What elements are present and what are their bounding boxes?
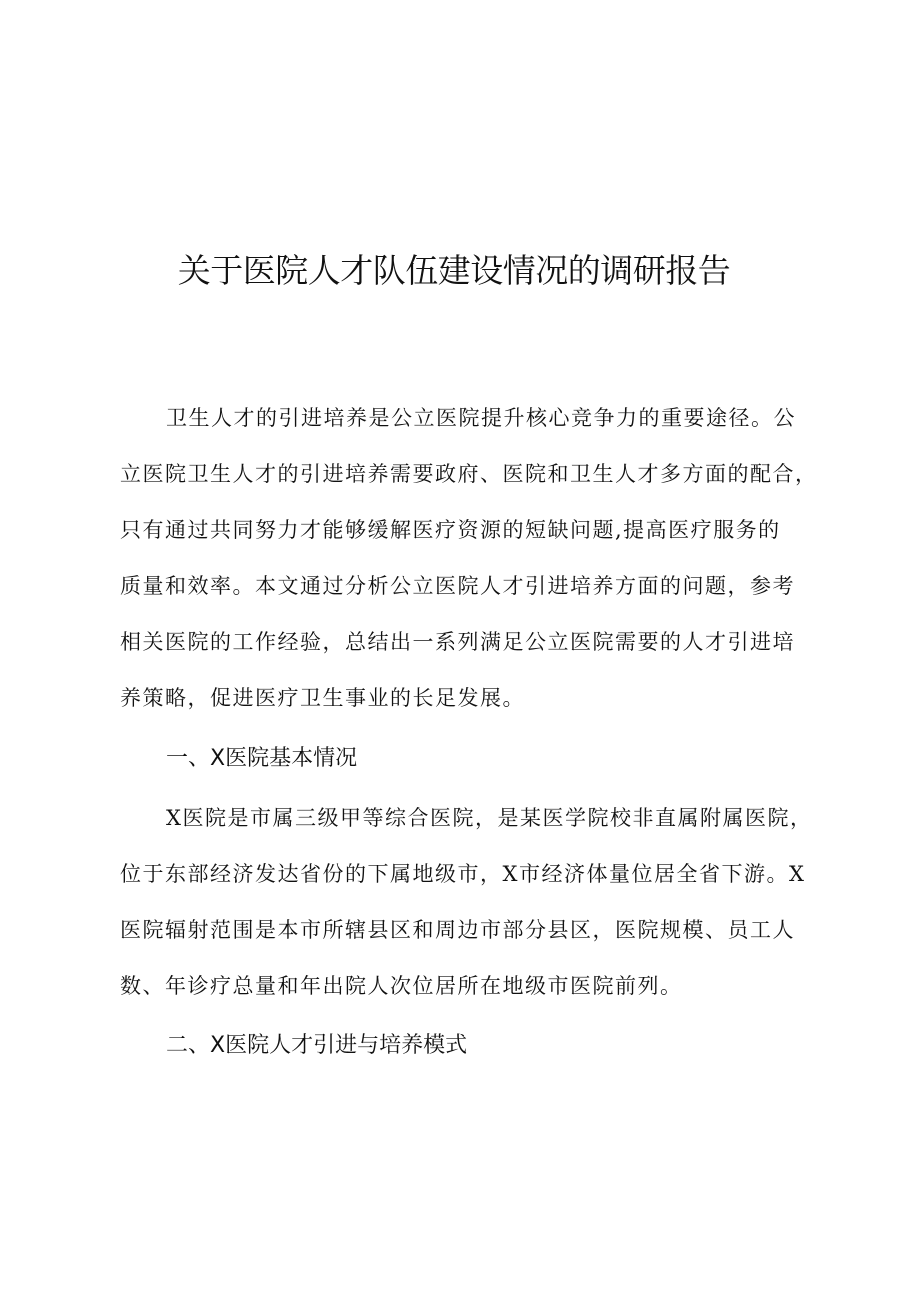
paragraph-line: 立医院卫生人才的引进培养需要政府、医院和卫生人才多方面的配合， (120, 462, 818, 486)
paragraph-line: 养策略，促进医疗卫生事业的长足发展。 (120, 686, 525, 710)
paragraph-line: X医院是市属三级甲等综合医院，是某医学院校非直属附属医院， (166, 806, 813, 830)
document-title: 关于医院人才队伍建设情况的调研报告 (177, 251, 731, 290)
intro-paragraph (120, 390, 828, 726)
paragraph-line: 相关医院的工作经验，总结出一系列满足公立医院需要的人才引进培 (120, 630, 795, 654)
paragraph-line: 位于东部经济发达省份的下属地级市，X市经济体量位居全省下游。X (120, 862, 806, 886)
paragraph-line: 只有通过共同努力才能够缓解医疗资源的短缺问题,提高医疗服务的 (120, 518, 781, 542)
basic-info-paragraph (120, 790, 828, 1014)
paragraph-line: 卫生人才的引进培养是公立医院提升核心竞争力的重要途径。公 (166, 406, 796, 430)
paragraph-line: 质量和效率。本文通过分析公立医院人才引进培养方面的问题，参考 (120, 574, 795, 598)
paragraph-line: 医院辐射范围是本市所辖县区和周边市部分县区，医院规模、员工人 (120, 918, 795, 942)
section-heading-basic-info: 一、X医院基本情况 (166, 746, 358, 771)
section-heading-talent-model: 二、X医院人才引进与培养模式 (166, 1033, 468, 1058)
paragraph-line: 数、年诊疗总量和年出院人次位居所在地级市医院前列。 (120, 974, 683, 998)
